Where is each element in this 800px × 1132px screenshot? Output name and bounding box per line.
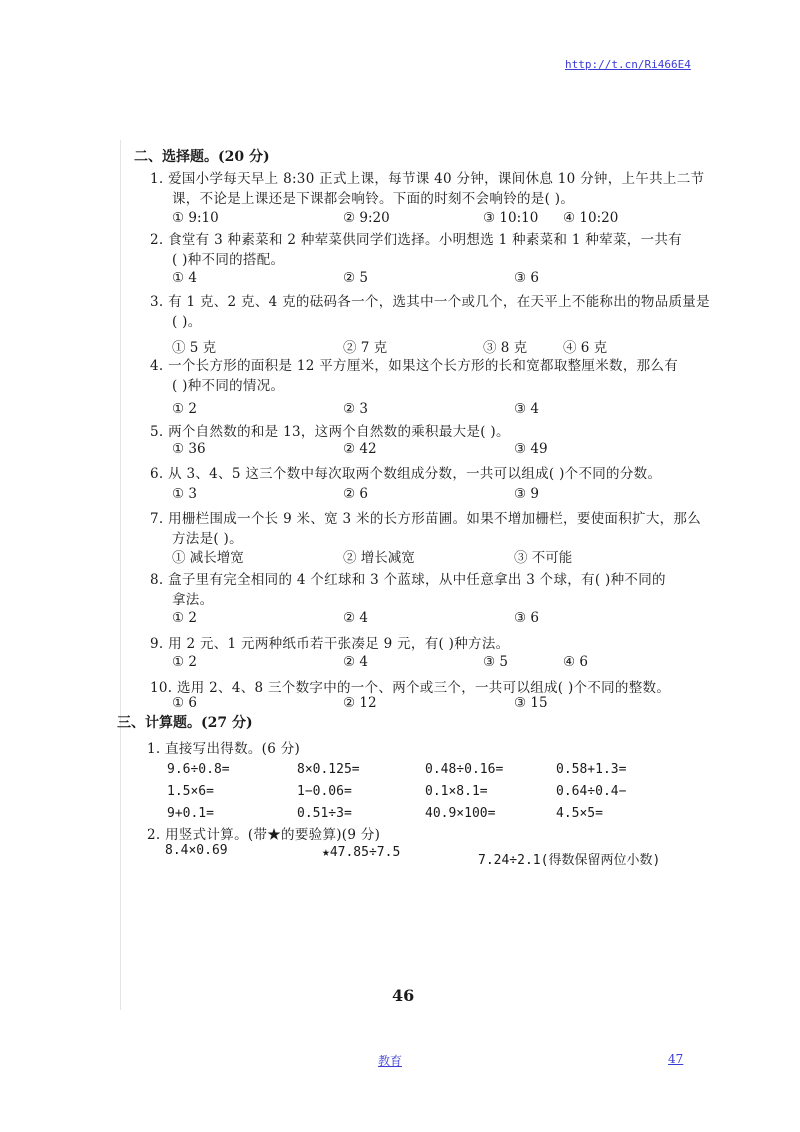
question-8-option-1: ① 2 [172, 610, 197, 626]
page-number: 46 [392, 986, 415, 1005]
direct-calc-item: 0.51÷3= [297, 806, 352, 821]
direct-calc-item: 0.58+1.3= [556, 762, 627, 777]
question-3-option-3: ③ 8 克 [483, 340, 528, 356]
question-9-option-4: ④ 6 [563, 654, 588, 670]
direct-calc-item: 1.5×6= [167, 784, 214, 799]
question-5-option-3: ③ 49 [514, 441, 548, 457]
direct-calc-item: 8×0.125= [297, 762, 360, 777]
header-link[interactable]: http://t.cn/Ri466E4 [565, 58, 691, 71]
question-6-option-2: ② 6 [343, 486, 368, 502]
question-6-option-1: ① 3 [172, 486, 197, 502]
direct-calc-title: 1. 直接写出得数。(6 分) [147, 741, 301, 757]
question-9-line-1: 9. 用 2 元、1 元两种纸币若干张凑足 9 元，有( )种方法。 [150, 636, 510, 652]
section-2-title: 二、选择题。(20 分) [134, 149, 270, 165]
direct-calc-item: 9+0.1= [167, 806, 214, 821]
question-9-option-1: ① 2 [172, 654, 197, 670]
section-3-title: 三、计算题。(27 分) [117, 715, 253, 731]
vertical-calc-item: ★47.85÷7.5 [322, 845, 401, 860]
question-1-line-1: 1. 爱国小学每天早上 8:30 正式上课，每节课 40 分钟，课间休息 10 分钟，上午共上二节 [150, 171, 705, 187]
vertical-calc-item: 7.24÷2.1(得数保留两位小数) [478, 853, 661, 868]
question-10-option-1: ① 6 [172, 695, 197, 711]
question-3-option-2: ② 7 克 [343, 340, 388, 356]
question-1-option-4: ④ 10:20 [563, 210, 619, 226]
question-9-option-3: ③ 5 [483, 654, 508, 670]
question-1-line-2: 课，不论是上课还是下课都会响铃。下面的时刻不会响铃的是( )。 [172, 191, 575, 207]
question-2-line-2: ( )种不同的搭配。 [172, 252, 285, 268]
question-4-line-1: 4. 一个长方形的面积是 12 平方厘米，如果这个长方形的长和宽都取整厘米数，那么有 [150, 358, 679, 374]
scan-edge [120, 140, 121, 1010]
question-2-option-2: ② 5 [343, 270, 368, 286]
vertical-calc-title: 2. 用竖式计算。(带★的要验算)(9 分) [147, 827, 381, 843]
question-6-option-3: ③ 9 [514, 486, 539, 502]
question-1-option-3: ③ 10:10 [483, 210, 539, 226]
question-3-option-4: ④ 6 克 [563, 340, 608, 356]
question-5-option-1: ① 36 [172, 441, 206, 457]
question-4-option-3: ③ 4 [514, 401, 539, 417]
direct-calc-item: 1−0.06= [297, 784, 352, 799]
question-10-line-1: 10. 选用 2、4、8 三个数字中的一个、两个或三个，一共可以组成( )个不同的整数。 [150, 680, 671, 696]
question-4-option-2: ② 3 [343, 401, 368, 417]
direct-calc-item: 4.5×5= [556, 806, 603, 821]
direct-calc-item: 0.64÷0.4− [556, 784, 627, 799]
footer-page-link[interactable]: 47 [668, 1052, 684, 1066]
question-7-option-2: ② 增长减宽 [343, 550, 415, 566]
question-4-option-1: ① 2 [172, 401, 197, 417]
question-5-line-1: 5. 两个自然数的和是 13，这两个自然数的乘积最大是( )。 [150, 424, 510, 440]
question-5-option-2: ② 42 [343, 441, 377, 457]
question-7-option-3: ③ 不可能 [514, 550, 573, 566]
question-1-option-1: ① 9:10 [172, 210, 219, 226]
question-3-line-1: 3. 有 1 克、2 克、4 克的砝码各一个，选其中一个或几个，在天平上不能称出的物品质量是 [150, 294, 710, 310]
question-3-option-1: ① 5 克 [172, 340, 217, 356]
question-7-line-2: 方法是( )。 [172, 531, 243, 547]
direct-calc-item: 9.6÷0.8= [167, 762, 230, 777]
footer-label[interactable]: 教育 [378, 1054, 403, 1068]
direct-calc-item: 40.9×100= [425, 806, 496, 821]
question-6-line-1: 6. 从 3、4、5 这三个数中每次取两个数组成分数，一共可以组成( )个不同的分数。 [150, 466, 662, 482]
question-8-line-2: 拿法。 [172, 592, 214, 608]
question-8-option-3: ③ 6 [514, 610, 539, 626]
question-3-line-2: ( )。 [172, 314, 202, 330]
question-2-line-1: 2. 食堂有 3 种素菜和 2 种荤菜供同学们选择。小明想选 1 种素菜和 1 种荤菜，一共有 [150, 232, 682, 248]
direct-calc-item: 0.48÷0.16= [425, 762, 504, 777]
question-2-option-3: ③ 6 [514, 270, 539, 286]
question-10-option-2: ② 12 [343, 695, 377, 711]
question-4-line-2: ( )种不同的情况。 [172, 378, 285, 394]
question-8-option-2: ② 4 [343, 610, 368, 626]
question-2-option-1: ① 4 [172, 270, 197, 286]
question-10-option-3: ③ 15 [514, 695, 548, 711]
question-1-option-2: ② 9:20 [343, 210, 390, 226]
vertical-calc-item: 8.4×0.69 [165, 843, 228, 858]
question-8-line-1: 8. 盒子里有完全相同的 4 个红球和 3 个蓝球，从中任意拿出 3 个球，有( )种不同的 [150, 572, 666, 588]
direct-calc-item: 0.1×8.1= [425, 784, 488, 799]
question-7-option-1: ① 减长增宽 [172, 550, 244, 566]
question-9-option-2: ② 4 [343, 654, 368, 670]
question-7-line-1: 7. 用栅栏围成一个长 9 米、宽 3 米的长方形苗圃。如果不增加栅栏，要使面积扩大，那么 [150, 511, 702, 527]
